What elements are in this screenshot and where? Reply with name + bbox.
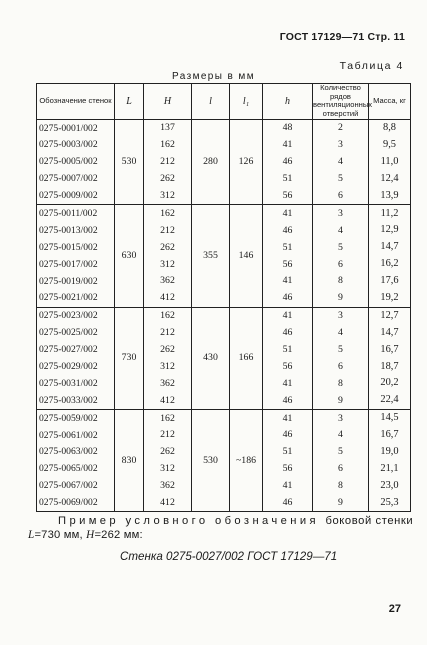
cell-mass: 21,1 bbox=[369, 461, 411, 478]
cell-designation: 0275-0069/002 bbox=[37, 494, 115, 511]
cell-rows-count: 3 bbox=[313, 137, 369, 154]
cell-H: 312 bbox=[144, 358, 192, 375]
cell-h: 46 bbox=[263, 427, 313, 444]
cell-designation: 0275-0019/002 bbox=[37, 273, 115, 290]
cell-H: 162 bbox=[144, 410, 192, 427]
cell-h: 46 bbox=[263, 392, 313, 409]
cell-H: 262 bbox=[144, 239, 192, 256]
cell-designation: 0275-0059/002 bbox=[37, 410, 115, 427]
cell-l: 280 bbox=[192, 119, 230, 204]
cell-designation: 0275-0003/002 bbox=[37, 137, 115, 154]
cell-designation: 0275-0011/002 bbox=[37, 205, 115, 222]
cell-h: 46 bbox=[263, 290, 313, 307]
col-l1: l₁ bbox=[230, 84, 263, 120]
col-L: L bbox=[115, 84, 144, 120]
document-reference: ГОСТ 17129—71 Стр. 11 bbox=[279, 31, 405, 43]
table-row bbox=[37, 205, 411, 222]
cell-mass: 18,7 bbox=[369, 358, 411, 375]
cell-rows-count: 6 bbox=[313, 461, 369, 478]
cell-designation: 0275-0033/002 bbox=[37, 392, 115, 409]
table-body bbox=[37, 119, 411, 511]
example-designation: Стенка 0275-0027/002 ГОСТ 17129—71 bbox=[120, 550, 338, 563]
cell-H: 362 bbox=[144, 273, 192, 290]
table-header-row bbox=[37, 84, 411, 120]
cell-mass: 17,6 bbox=[369, 273, 411, 290]
cell-rows-count: 9 bbox=[313, 494, 369, 511]
cell-rows-count: 9 bbox=[313, 290, 369, 307]
col-l: l bbox=[192, 84, 230, 120]
cell-L: 830 bbox=[115, 410, 144, 512]
cell-H: 162 bbox=[144, 137, 192, 154]
cell-h: 51 bbox=[263, 239, 313, 256]
cell-mass: 16,7 bbox=[369, 341, 411, 358]
cell-rows-count: 6 bbox=[313, 256, 369, 273]
cell-designation: 0275-0023/002 bbox=[37, 307, 115, 324]
cell-h: 51 bbox=[263, 171, 313, 188]
cell-mass: 16,7 bbox=[369, 427, 411, 444]
cell-rows-count: 5 bbox=[313, 239, 369, 256]
cell-mass: 19,0 bbox=[369, 444, 411, 461]
cell-mass: 14,5 bbox=[369, 410, 411, 427]
designation-example bbox=[28, 515, 418, 563]
cell-l: 430 bbox=[192, 307, 230, 409]
cell-H: 162 bbox=[144, 205, 192, 222]
table-row bbox=[37, 410, 411, 427]
cell-designation: 0275-0021/002 bbox=[37, 290, 115, 307]
cell-rows-count: 5 bbox=[313, 341, 369, 358]
cell-mass: 13,9 bbox=[369, 187, 411, 204]
cell-designation: 0275-0007/002 bbox=[37, 171, 115, 188]
cell-H: 362 bbox=[144, 375, 192, 392]
cell-H: 212 bbox=[144, 154, 192, 171]
cell-H: 262 bbox=[144, 171, 192, 188]
cell-rows-count: 4 bbox=[313, 427, 369, 444]
cell-l1: ~186 bbox=[230, 410, 263, 512]
cell-designation: 0275-0025/002 bbox=[37, 325, 115, 342]
cell-h: 41 bbox=[263, 375, 313, 392]
cell-rows-count: 8 bbox=[313, 273, 369, 290]
page-number: 27 bbox=[388, 603, 401, 615]
cell-L: 730 bbox=[115, 307, 144, 409]
cell-rows-count: 8 bbox=[313, 375, 369, 392]
cell-designation: 0275-0009/002 bbox=[37, 187, 115, 204]
cell-designation: 0275-0017/002 bbox=[37, 256, 115, 273]
cell-mass: 14,7 bbox=[369, 325, 411, 342]
cell-H: 262 bbox=[144, 341, 192, 358]
cell-H: 212 bbox=[144, 325, 192, 342]
example-heading-tail: боковой стенки bbox=[325, 515, 414, 527]
dimensions-table bbox=[36, 83, 411, 512]
col-h: h bbox=[263, 84, 313, 120]
cell-mass: 14,7 bbox=[369, 239, 411, 256]
cell-h: 51 bbox=[263, 341, 313, 358]
cell-designation: 0275-0015/002 bbox=[37, 239, 115, 256]
cell-mass: 8,8 bbox=[369, 119, 411, 136]
cell-designation: 0275-0065/002 bbox=[37, 461, 115, 478]
cell-mass: 20,2 bbox=[369, 375, 411, 392]
cell-h: 46 bbox=[263, 222, 313, 239]
cell-mass: 25,3 bbox=[369, 494, 411, 511]
cell-h: 46 bbox=[263, 154, 313, 171]
table-row bbox=[37, 307, 411, 324]
cell-designation: 0275-0063/002 bbox=[37, 444, 115, 461]
cell-mass: 11,0 bbox=[369, 154, 411, 171]
cell-designation: 0275-0001/002 bbox=[37, 119, 115, 136]
cell-rows-count: 6 bbox=[313, 358, 369, 375]
col-mass: Масса, кг bbox=[369, 84, 411, 120]
example-heading-spaced: Пример условного обозначения bbox=[58, 515, 319, 527]
cell-mass: 23,0 bbox=[369, 478, 411, 495]
cell-H: 412 bbox=[144, 392, 192, 409]
cell-l1: 126 bbox=[230, 119, 263, 204]
cell-rows-count: 4 bbox=[313, 154, 369, 171]
cell-H: 212 bbox=[144, 222, 192, 239]
cell-designation: 0275-0061/002 bbox=[37, 427, 115, 444]
sizes-caption: Размеры в мм bbox=[172, 71, 255, 82]
cell-mass: 16,2 bbox=[369, 256, 411, 273]
cell-l: 355 bbox=[192, 205, 230, 307]
cell-H: 312 bbox=[144, 256, 192, 273]
cell-rows-count: 3 bbox=[313, 410, 369, 427]
cell-H: 162 bbox=[144, 307, 192, 324]
cell-h: 48 bbox=[263, 119, 313, 136]
cell-L: 530 bbox=[115, 119, 144, 204]
cell-h: 46 bbox=[263, 494, 313, 511]
example-L-symbol: L bbox=[28, 529, 35, 541]
cell-designation: 0275-0005/002 bbox=[37, 154, 115, 171]
cell-rows-count: 5 bbox=[313, 171, 369, 188]
cell-rows-count: 8 bbox=[313, 478, 369, 495]
example-H-symbol: H bbox=[86, 529, 95, 541]
cell-mass: 22,4 bbox=[369, 392, 411, 409]
cell-mass: 11,2 bbox=[369, 205, 411, 222]
cell-designation: 0275-0031/002 bbox=[37, 375, 115, 392]
cell-mass: 12,4 bbox=[369, 171, 411, 188]
cell-l: 530 bbox=[192, 410, 230, 512]
cell-h: 51 bbox=[263, 444, 313, 461]
cell-rows-count: 5 bbox=[313, 444, 369, 461]
example-params bbox=[28, 529, 418, 541]
cell-rows-count: 2 bbox=[313, 119, 369, 136]
cell-designation: 0275-0027/002 bbox=[37, 341, 115, 358]
cell-h: 41 bbox=[263, 410, 313, 427]
cell-H: 312 bbox=[144, 461, 192, 478]
cell-designation: 0275-0013/002 bbox=[37, 222, 115, 239]
cell-rows-count: 4 bbox=[313, 222, 369, 239]
cell-h: 56 bbox=[263, 461, 313, 478]
cell-h: 41 bbox=[263, 307, 313, 324]
cell-H: 212 bbox=[144, 427, 192, 444]
cell-l1: 166 bbox=[230, 307, 263, 409]
cell-h: 56 bbox=[263, 358, 313, 375]
cell-rows-count: 9 bbox=[313, 392, 369, 409]
cell-designation: 0275-0067/002 bbox=[37, 478, 115, 495]
cell-H: 412 bbox=[144, 290, 192, 307]
col-rows-count: Количество рядов вентиляционных отверстий bbox=[313, 83, 373, 119]
cell-rows-count: 4 bbox=[313, 325, 369, 342]
example-H-value: =262 мм: bbox=[94, 529, 143, 541]
cell-h: 41 bbox=[263, 205, 313, 222]
cell-h: 46 bbox=[263, 325, 313, 342]
table-row bbox=[37, 119, 411, 136]
cell-mass: 19,2 bbox=[369, 290, 411, 307]
cell-rows-count: 3 bbox=[313, 205, 369, 222]
cell-H: 412 bbox=[144, 494, 192, 511]
cell-l1: 146 bbox=[230, 205, 263, 307]
cell-h: 56 bbox=[263, 187, 313, 204]
cell-H: 312 bbox=[144, 187, 192, 204]
cell-mass: 9,5 bbox=[369, 137, 411, 154]
cell-rows-count: 3 bbox=[313, 307, 369, 324]
cell-mass: 12,7 bbox=[369, 307, 411, 324]
table-label: Таблица 4 bbox=[339, 60, 404, 72]
cell-L: 630 bbox=[115, 205, 144, 307]
example-L-value: =730 мм, bbox=[34, 529, 83, 541]
cell-h: 41 bbox=[263, 273, 313, 290]
cell-H: 137 bbox=[144, 119, 192, 136]
cell-h: 56 bbox=[263, 256, 313, 273]
col-H: H bbox=[144, 84, 192, 120]
example-heading bbox=[28, 515, 418, 527]
cell-h: 41 bbox=[263, 478, 313, 495]
cell-rows-count: 6 bbox=[313, 187, 369, 204]
cell-H: 262 bbox=[144, 444, 192, 461]
cell-h: 41 bbox=[263, 137, 313, 154]
cell-H: 362 bbox=[144, 478, 192, 495]
cell-mass: 12,9 bbox=[369, 222, 411, 239]
col-designation: Обозначение стенок bbox=[37, 84, 115, 120]
cell-designation: 0275-0029/002 bbox=[37, 358, 115, 375]
